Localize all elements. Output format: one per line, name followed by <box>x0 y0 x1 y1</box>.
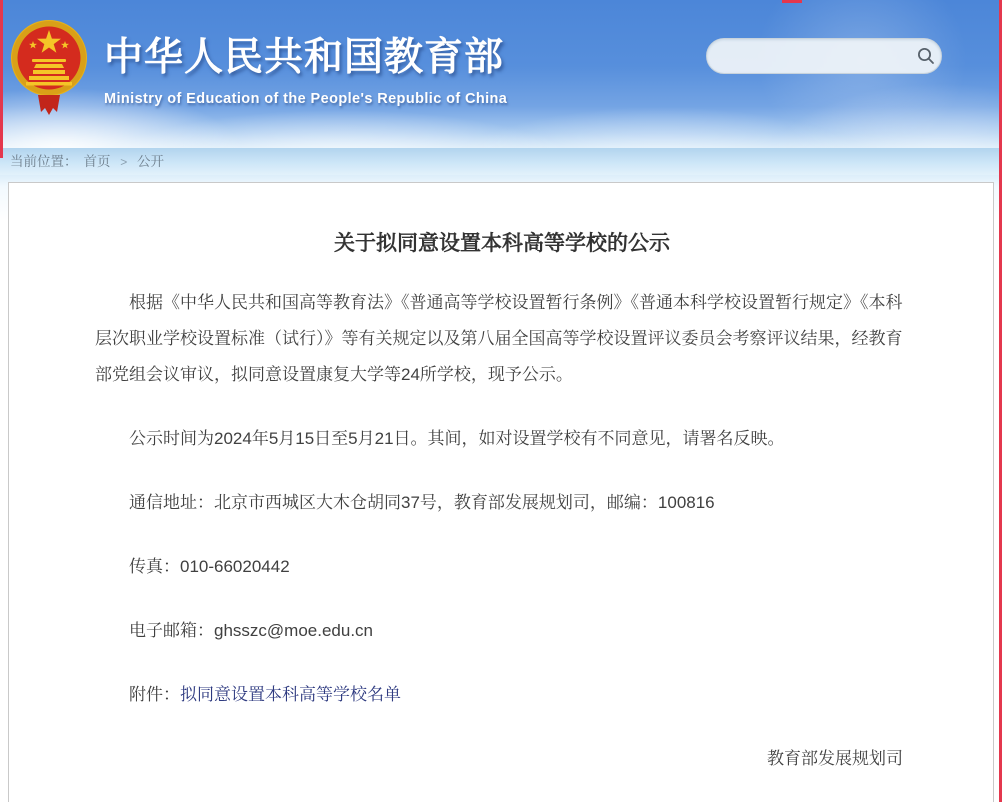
site-subtitle: Ministry of Education of the People's Republic of China <box>104 91 508 107</box>
search-bar[interactable] <box>706 38 942 74</box>
breadcrumb-home-link[interactable]: 首页 <box>83 154 111 169</box>
red-edge-left <box>0 0 3 158</box>
breadcrumb-label: 当前位置： <box>10 154 78 169</box>
signature: 教育部发展规划司 <box>767 749 903 768</box>
paragraph-attachment <box>95 677 909 713</box>
national-emblem-icon <box>10 16 88 118</box>
content-area <box>0 175 1002 802</box>
paragraph-fax: 传真：010-66020442 <box>129 557 290 576</box>
search-input[interactable] <box>707 48 910 64</box>
paragraph-address: 通信地址：北京市西城区大木仓胡同37号，教育部发展规划司，邮编：100816 <box>129 493 715 512</box>
document-title: 关于拟同意设置本科高等学校的公示 <box>334 232 670 255</box>
document-panel <box>8 182 994 802</box>
search-icon[interactable] <box>910 39 941 73</box>
paragraph-email: 电子邮箱：ghsszc@moe.edu.cn <box>129 621 374 640</box>
breadcrumb-separator: > <box>120 155 128 169</box>
red-edge-top-dash <box>782 0 802 3</box>
paragraph-period: 公示时间为2024年5月15日至5月21日。其间，如对设置学校有不同意见，请署名反映。 <box>129 429 785 448</box>
site-brand <box>104 26 507 107</box>
attachment-label: 附件： <box>129 685 180 704</box>
paragraph-basis: 根据《中华人民共和国高等教育法》《普通高等学校设置暂行条例》《普通本科学校设置暂行规定》《本科层次职业学校设置标准（试行）》等有关规定以及第八届全国高等学校设置评议委员会考察评议结果，经教育部党组会议审议，拟同意设置康复大学等24所学校，现予公示。 <box>95 293 903 384</box>
breadcrumb-section-link[interactable]: 公开 <box>137 154 165 169</box>
site-header <box>0 0 1002 148</box>
site-title: 中华人民共和国教育部 <box>104 36 505 79</box>
breadcrumb <box>0 148 1002 175</box>
attachment-link[interactable]: 拟同意设置本科高等学校名单 <box>180 685 401 704</box>
